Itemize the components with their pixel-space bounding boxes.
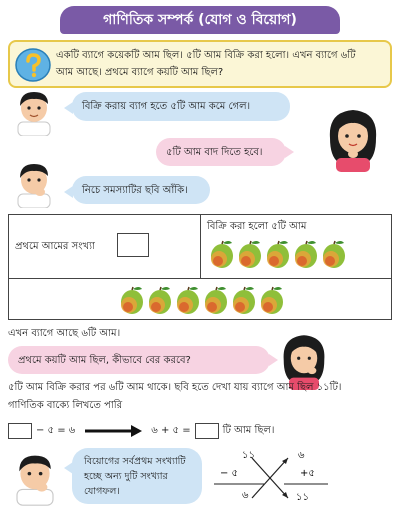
sold-mangoes-cell: [201, 215, 391, 279]
mango-table: [8, 214, 392, 320]
minus-expression: − ৫ = ৬: [36, 424, 76, 436]
question-box: [8, 40, 392, 88]
mango-icon: [231, 285, 257, 315]
cross-right-mid: +৫: [300, 468, 315, 479]
girl-character: [322, 104, 384, 172]
cross-right-top: ৬: [298, 450, 305, 461]
question-mark-icon: [14, 46, 52, 84]
equation-suffix: টি আম ছিল।: [222, 424, 275, 436]
mango-icon: [259, 285, 285, 315]
question-line-2: আম আছে। প্রথমে ব্যাগে কয়টি আম ছিল?: [56, 67, 224, 78]
initial-count-label: প্রথমে আমের সংখ্যা: [15, 241, 95, 252]
mango-icon: [203, 285, 229, 315]
sold-mango-row: [209, 239, 347, 269]
boy-character: [10, 86, 58, 136]
explanation-line-1: ৫টি আম বিক্রি করার পর ৬টি আম থাকে। ছবি হতে দেখা যায় ব্যাগে আম ছিল ১১টি।: [8, 382, 342, 393]
cross-left-bottom: ৬: [242, 490, 249, 501]
equation-blank-box[interactable]: [8, 423, 32, 439]
boy-character-thinking: [8, 446, 62, 508]
remaining-mango-row: [119, 285, 285, 315]
arrow-icon: [83, 424, 143, 438]
mango-icon: [119, 285, 145, 315]
cross-right-bottom: ১১: [296, 492, 309, 503]
remaining-mangoes-cell: [9, 279, 390, 319]
remaining-statement: এখন ব্যাগে আছে ৬টি আম।: [8, 328, 121, 339]
mango-icon: [237, 239, 263, 269]
equation-result-box[interactable]: [195, 423, 219, 439]
final-note-bubble: বিয়োগের সর্বপ্রথম সংখ্যাটি হচ্ছে অন্য দুটি সংখ্যার যোগফল।: [72, 448, 202, 504]
boy-speech-bubble-2: নিচে সমস্যাটির ছবি আঁকি।: [72, 176, 210, 204]
page-title: গাণিতিক সম্পর্ক (যোগ ও বিয়োগ): [60, 6, 340, 34]
mango-icon: [321, 239, 347, 269]
cross-diagram: [212, 446, 330, 508]
cross-left-mid: − ৫: [220, 468, 239, 479]
equation-row: [8, 420, 278, 442]
mango-icon: [209, 239, 235, 269]
mango-icon: [147, 285, 173, 315]
girl-speech-bubble-2: প্রথমে কয়টি আম ছিল, কীভাবে বের করবে?: [8, 346, 270, 374]
question-line-1: একটি ব্যাগে কয়েকটি আম ছিল। ৫টি আম বিক্রি করা হলো। এখন ব্যাগে ৬টি: [56, 50, 356, 61]
plus-expression: ৬ + ৫ =: [151, 424, 191, 436]
initial-count-cell: [9, 215, 201, 279]
answer-box[interactable]: [117, 233, 149, 257]
girl-speech-bubble-1: ৫টি আম বাদ দিতে হবে।: [156, 138, 286, 166]
cross-left-top: ১১: [242, 450, 255, 461]
question-text: [56, 47, 384, 81]
mango-icon: [175, 285, 201, 315]
mango-icon: [293, 239, 319, 269]
boy-character-thinking: [10, 158, 58, 208]
boy-speech-bubble-1: বিক্রি করায় ব্যাগ হতে ৫টি আম কমে গেল।: [72, 92, 290, 121]
mango-icon: [265, 239, 291, 269]
explanation-line-2: গাণিতিক বাক্যে লিখতে পারি: [8, 400, 123, 411]
sold-mangoes-label: বিক্রি করা হলো ৫টি আম: [207, 221, 307, 232]
